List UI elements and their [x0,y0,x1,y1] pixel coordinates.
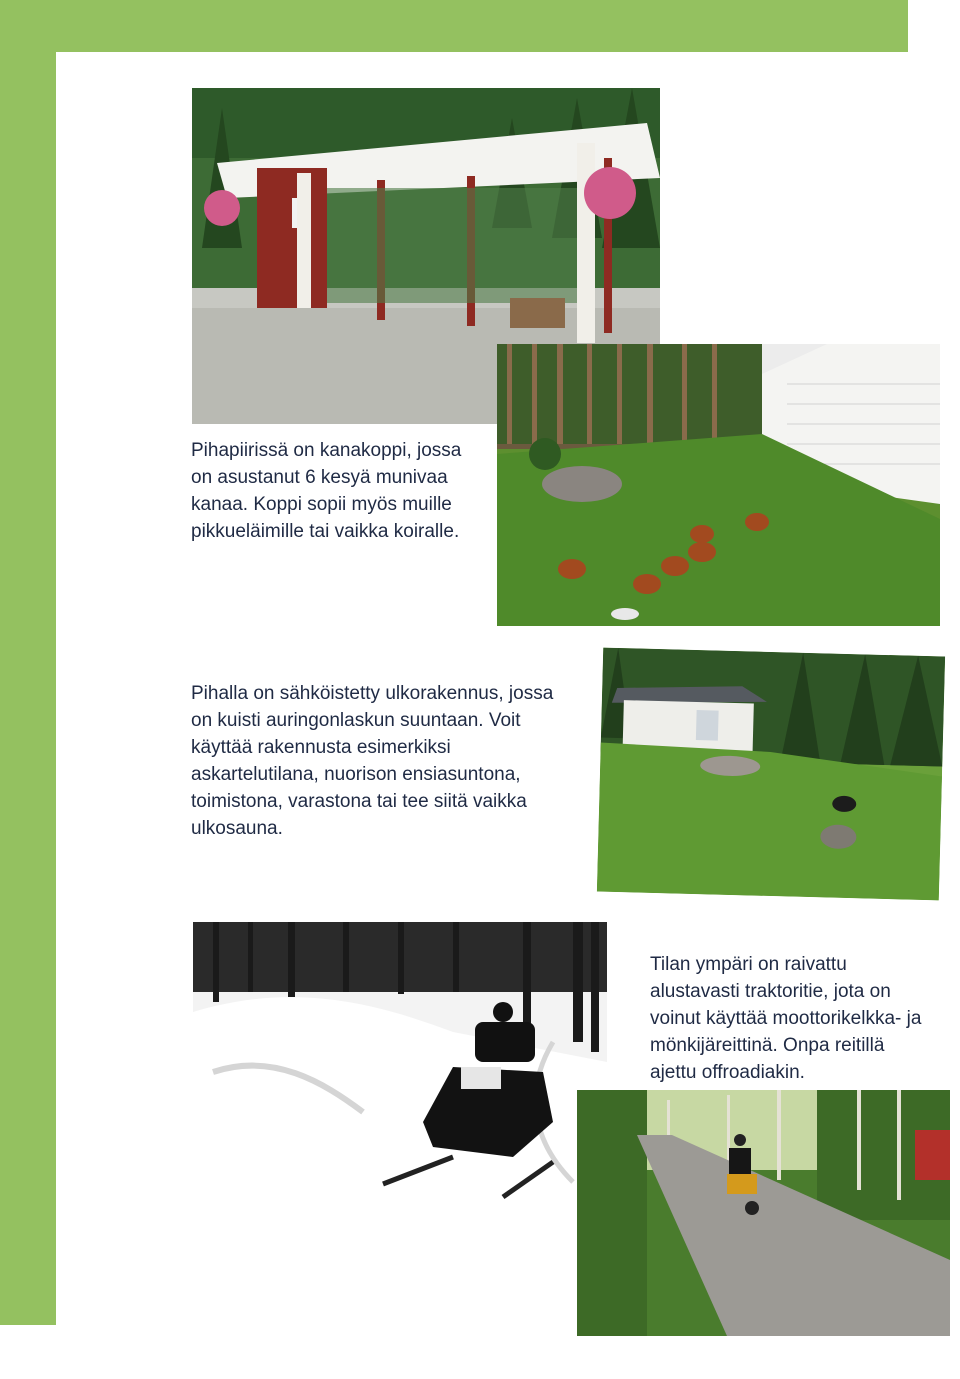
text-line: kanaa. Koppi sopii myös muille [191,494,452,515]
motorbike-road-photo [577,1090,950,1336]
text-line: Pihalla on sähköistetty ulkorakennus, jossa [191,683,554,704]
text-line: on kuisti auringonlaskun suuntaan. Voit [191,710,521,731]
snowmobile-photo [193,922,607,1213]
text-line: käyttää rakennusta esimerkiksi [191,737,451,758]
hens-on-lawn-photo [497,344,940,626]
text-line: ulkosauna. [191,818,283,839]
green-frame-top [0,0,908,52]
outbuilding-with-dogs-photo [597,648,945,901]
text-line: voinut käyttää moottorikelkka- ja [650,1008,922,1029]
text-line: ajettu offroadiakin. [650,1062,805,1083]
text-line: on asustanut 6 kesyä munivaa [191,467,448,488]
text-line: mönkijäreittinä. Onpa reitillä [650,1035,885,1056]
paragraph-tractor-road [650,951,921,1086]
text-line: Tilan ympäri on raivattu [650,954,847,975]
text-line: Pihapiirissä on kanakoppi, jossa [191,440,462,461]
text-line: pikkueläimille tai vaikka koiralle. [191,521,460,542]
paragraph-outbuilding [191,680,553,842]
text-line: alustavasti traktoritie, jota on [650,981,891,1002]
text-line: toimistona, varastona tai tee siitä vaikka [191,791,527,812]
green-frame-left [0,0,56,1325]
text-line: askartelutilana, nuorison ensiasuntona, [191,764,521,785]
paragraph-chicken-coop [191,437,461,545]
